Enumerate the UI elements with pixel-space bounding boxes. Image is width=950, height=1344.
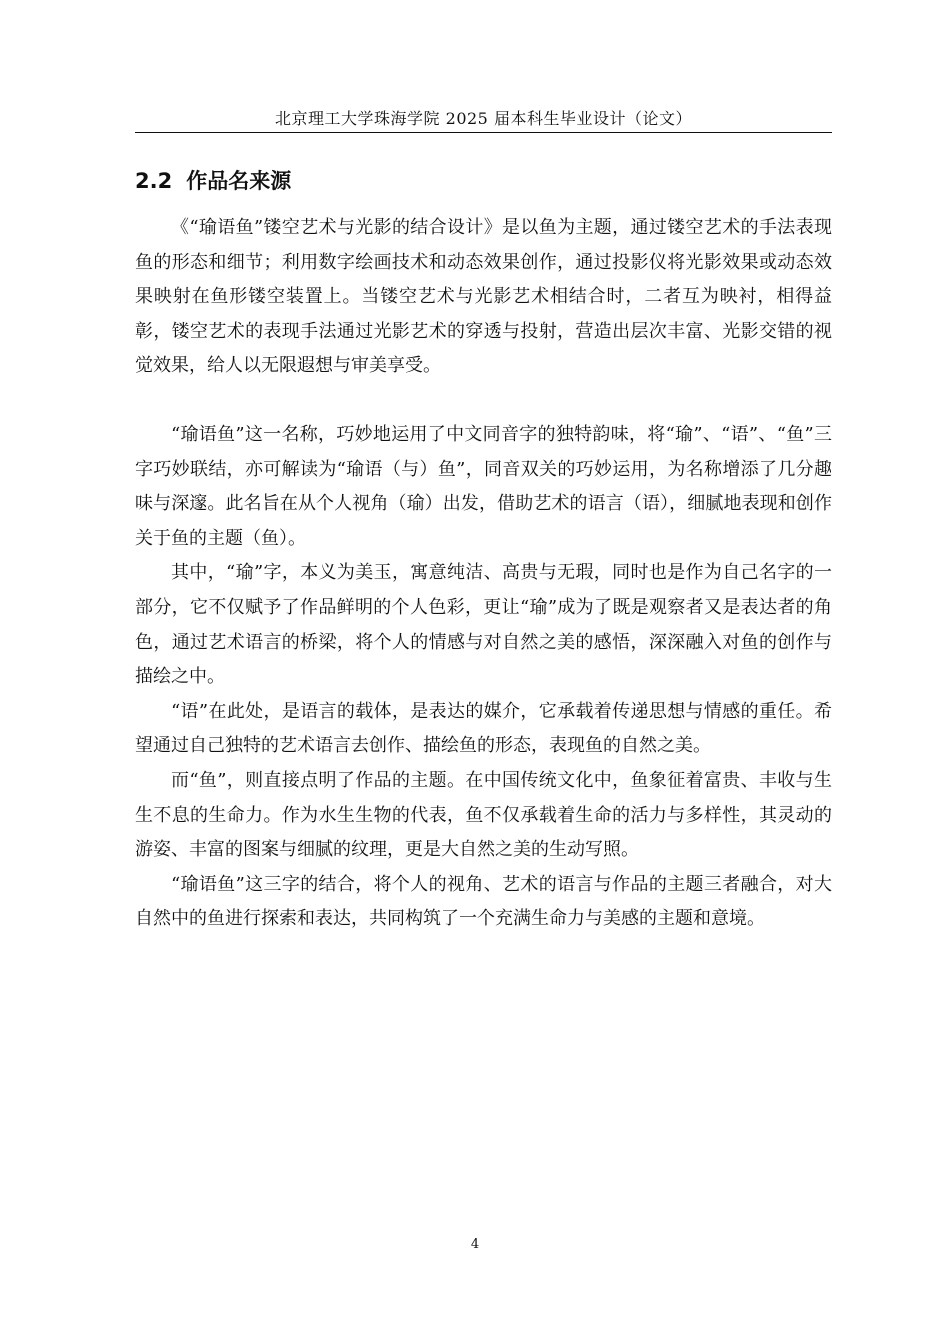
running-header: 北京理工大学珠海学院 2025 届本科生毕业设计（论文）	[275, 109, 692, 128]
body-text	[135, 211, 832, 937]
section-number: 2.2	[135, 169, 173, 193]
header-rule	[135, 132, 832, 133]
section-heading	[135, 164, 291, 198]
paragraph-2: “瑜语鱼”这一名称，巧妙地运用了中文同音字的独特韵味，将“瑜”、“语”、“鱼”三字巧妙联结，亦可解读为“瑜语（与）鱼”，同音双关的巧妙运用，为名称增添了几分趣味与深邃。此名旨在从个人视角（瑜）出发，借助艺术的语言（语），细腻地表现和创作关于鱼的主题（鱼）。	[135, 423, 832, 549]
page-number: 4	[470, 1237, 480, 1252]
section-title: 作品名来源	[186, 169, 292, 193]
paragraph-1: 《“瑜语鱼”镂空艺术与光影的结合设计》是以鱼为主题，通过镂空艺术的手法表现鱼的形态和细节；利用数字绘画技术和动态效果创作，通过投影仪将光影效果或动态效果映射在鱼形镂空装置上。当镂空艺术与光影艺术相结合时，二者互为映衬，相得益彰，镂空艺术的表现手法通过光影艺术的穿透与投射，营造出层次丰富、光影交错的视觉效果，给人以无限遐想与审美享受。	[135, 217, 832, 377]
paragraph-6: “瑜语鱼”这三字的结合，将个人的视角、艺术的语言与作品的主题三者融合，对大自然中的鱼进行探索和表达，共同构筑了一个充满生命力与美感的主题和意境。	[135, 873, 832, 930]
paragraph-5: 而“鱼”，则直接点明了作品的主题。在中国传统文化中，鱼象征着富贵、丰收与生生不息的生命力。作为水生生物的代表，鱼不仅承载着生命的活力与多样性，其灵动的游姿、丰富的图案与细腻的纹理，更是大自然之美的生动写照。	[135, 769, 832, 861]
paragraph-3: 其中，“瑜”字，本义为美玉，寓意纯洁、高贵与无瑕，同时也是作为自己名字的一部分，它不仅赋予了作品鲜明的个人色彩，更让“瑜”成为了既是观察者又是表达者的角色，通过艺术语言的桥梁，将个人的情感与对自然之美的感悟，深深融入对鱼的创作与描绘之中。	[135, 562, 832, 688]
paragraph-4: “语”在此处，是语言的载体，是表达的媒介，它承载着传递思想与情感的重任。希望通过自己独特的艺术语言去创作、描绘鱼的形态，表现鱼的自然之美。	[135, 700, 832, 757]
